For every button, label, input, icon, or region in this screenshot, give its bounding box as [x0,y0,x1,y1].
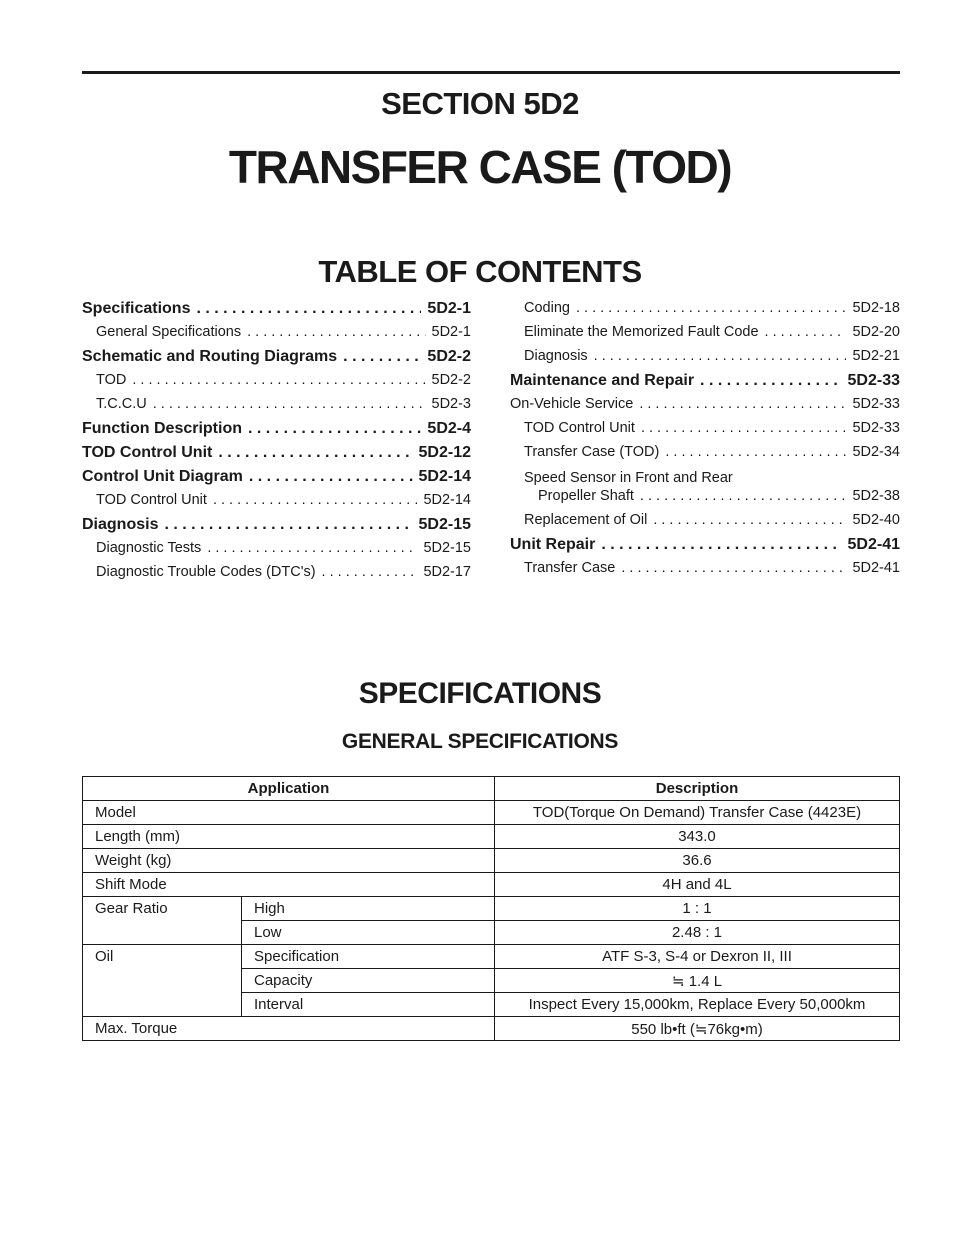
toc-entry[interactable] [510,324,900,348]
row-value: ATF S-3, S-4 or Dexron II, III [495,945,900,969]
toc-entry[interactable] [82,300,471,324]
row-label: Max. Torque [83,1017,495,1041]
row-value: 550 lb•ft (≒76kg•m) [495,1017,900,1041]
toc-entry[interactable] [510,420,900,444]
toc-label: Diagnosis [82,516,159,533]
row-label: Oil [83,945,242,1017]
table-header-row [83,777,900,801]
toc-heading: TABLE OF CONTENTS [318,254,642,289]
toc-entry[interactable] [510,444,900,468]
toc-label: Propeller Shaft [538,488,634,504]
table-row [83,873,900,897]
row-value: ≒ 1.4 L [495,969,900,993]
toc-entry[interactable] [82,468,471,492]
column-header-description: Description [495,777,900,801]
table-row [83,801,900,825]
toc-label: Maintenance and Repair [510,372,695,389]
toc-page: 5D2-33 [852,420,900,436]
toc-page: 5D2-15 [423,540,471,556]
toc-label: Coding [524,300,570,316]
row-value: 4H and 4L [495,873,900,897]
toc-page: 5D2-33 [847,372,900,389]
toc-page: 5D2-1 [427,300,471,317]
toc-page: 5D2-34 [852,444,900,460]
section-number: SECTION 5D2 [381,86,579,121]
toc-entry[interactable] [510,512,900,536]
row-sublabel: Specification [242,945,495,969]
specifications-heading: SPECIFICATIONS [358,677,602,710]
toc-label: Schematic and Routing Diagrams [82,348,338,365]
toc-page: 5D2-3 [431,396,471,412]
row-label: Gear Ratio [83,897,242,945]
toc-entry[interactable] [82,420,471,444]
toc-page: 5D2-38 [852,488,900,504]
toc-label: TOD Control Unit [82,444,213,461]
row-sublabel: High [242,897,495,921]
toc-page: 5D2-33 [852,396,900,412]
toc-label: Replacement of Oil [524,512,648,528]
column-header-application: Application [83,777,495,801]
row-value: 2.48 : 1 [495,921,900,945]
toc-page: 5D2-41 [852,560,900,576]
toc-label: Function Description [82,420,242,437]
toc-label: Eliminate the Memorized Fault Code [524,324,759,340]
toc-page: 5D2-41 [847,536,900,553]
toc-label: Unit Repair [510,536,596,553]
toc-entry[interactable] [82,396,471,420]
toc-label-line1[interactable]: Speed Sensor in Front and Rear [524,470,733,486]
toc-label: Specifications [82,300,191,317]
toc-entry[interactable] [82,564,471,588]
row-sublabel: Low [242,921,495,945]
toc-left-column [82,300,471,588]
toc-entry[interactable] [510,536,900,560]
toc-page: 5D2-15 [418,516,471,533]
general-specifications-heading: GENERAL SPECIFICATIONS [341,730,619,753]
table-row [83,897,900,921]
toc-label: Transfer Case [524,560,616,576]
toc-entry[interactable] [82,372,471,396]
row-value: TOD(Torque On Demand) Transfer Case (4423E) [495,801,900,825]
toc-right-column [510,300,900,584]
toc-label: T.C.C.U [96,396,147,412]
toc-entry[interactable] [82,540,471,564]
table-row [83,825,900,849]
toc-entry[interactable] [82,492,471,516]
toc-label: Diagnosis [524,348,588,364]
row-value: Inspect Every 15,000km, Replace Every 50,000km [495,993,900,1017]
toc-entry[interactable] [82,324,471,348]
toc-page: 5D2-17 [423,564,471,580]
toc-label: TOD [96,372,127,388]
row-label: Model [83,801,495,825]
table-row [83,849,900,873]
toc-entry[interactable] [510,488,900,512]
toc-page: 5D2-18 [852,300,900,316]
row-label: Length (mm) [83,825,495,849]
toc-label: On-Vehicle Service [510,396,634,412]
row-value: 36.6 [495,849,900,873]
toc-entry[interactable] [510,348,900,372]
toc-entry[interactable] [510,560,900,584]
toc-entry[interactable] [82,516,471,540]
toc-page: 5D2-2 [427,348,471,365]
toc-entry[interactable] [82,444,471,468]
row-value: 343.0 [495,825,900,849]
toc-label: General Specifications [96,324,242,340]
row-label: Weight (kg) [83,849,495,873]
toc-page: 5D2-12 [418,444,471,461]
toc-entry[interactable] [82,348,471,372]
toc-entry[interactable] [510,300,900,324]
toc-page: 5D2-40 [852,512,900,528]
row-value: 1 : 1 [495,897,900,921]
toc-page: 5D2-14 [418,468,471,485]
toc-label: TOD Control Unit [524,420,635,436]
toc-page: 5D2-21 [852,348,900,364]
toc-entry[interactable] [510,372,900,396]
toc-page: 5D2-2 [431,372,471,388]
row-label: Shift Mode [83,873,495,897]
toc-label: Control Unit Diagram [82,468,243,485]
toc-page: 5D2-20 [852,324,900,340]
toc-page: 5D2-1 [431,324,471,340]
toc-page: 5D2-4 [427,420,471,437]
toc-label: TOD Control Unit [96,492,207,508]
table-row [83,945,900,969]
toc-page: 5D2-14 [423,492,471,508]
top-rule [82,71,900,74]
toc-label: Transfer Case (TOD) [524,444,660,460]
toc-label: Diagnostic Tests [96,540,202,556]
specifications-table [82,776,900,1041]
row-sublabel: Interval [242,993,495,1017]
toc-label: Diagnostic Trouble Codes (DTC's) [96,564,316,580]
table-row [83,1017,900,1041]
row-sublabel: Capacity [242,969,495,993]
page-title: TRANSFER CASE (TOD) [228,141,732,193]
toc-entry[interactable] [510,396,900,420]
